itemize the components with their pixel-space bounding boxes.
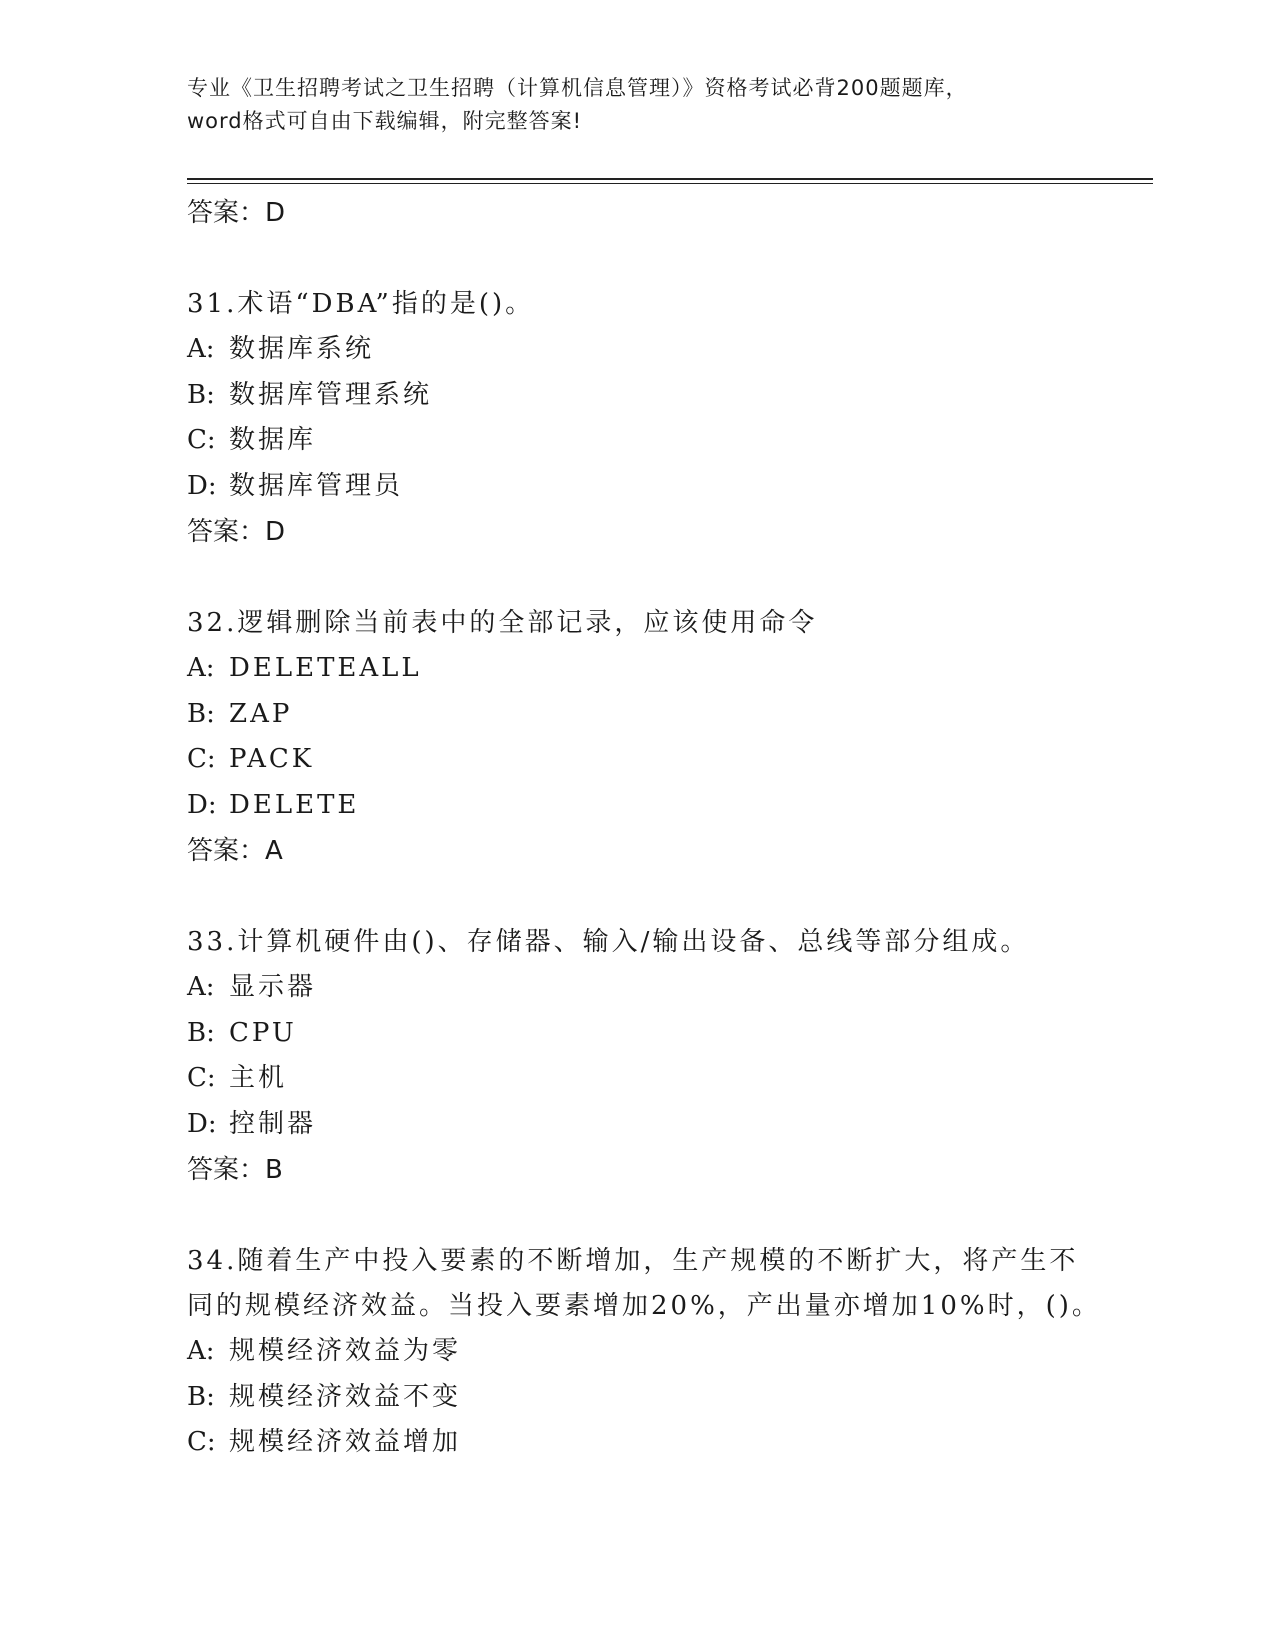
question-line: 34.随着生产中投入要素的不断增加，生产规模的不断扩大，将产生不 <box>187 1246 1079 1276</box>
answer-line: 答案：D <box>187 517 286 547</box>
option-text: 数据库系统 <box>229 334 375 364</box>
header-line-1: 专业《卫生招聘考试之卫生招聘（计算机信息管理）》资格考试必背200题题库， <box>187 76 968 100</box>
option-d <box>187 1102 1087 1148</box>
question-text <box>187 920 1087 965</box>
header-line-2: word格式可自由下载编辑，附完整答案! <box>187 109 583 133</box>
answer-line: 答案：D <box>187 198 286 228</box>
question-line: 33.计算机硬件由()、存储器、输入/输出设备、总线等部分组成。 <box>187 927 1030 957</box>
option-text: 数据库管理系统 <box>229 379 433 410</box>
option-label: A: <box>187 334 215 364</box>
option-a <box>187 327 1087 373</box>
question-text <box>187 601 1087 646</box>
option-text: 显示器 <box>229 972 317 1002</box>
option-label: C: <box>187 744 216 774</box>
option-text: DELETE <box>229 789 360 820</box>
option-text: 数据库 <box>229 425 317 455</box>
option-text: PACK <box>229 744 315 774</box>
option-b <box>187 692 1087 738</box>
option-c <box>187 1420 1087 1466</box>
question-line: 31.术语“DBA”指的是()。 <box>187 289 535 319</box>
document-header <box>187 72 1087 138</box>
option-text: 规模经济效益为零 <box>229 1336 462 1366</box>
option-label: B: <box>187 1381 215 1412</box>
option-label: D: <box>187 789 217 820</box>
question-text <box>187 1239 1101 1329</box>
header-rule-thin <box>187 183 1153 184</box>
option-label: D: <box>187 470 217 501</box>
option-a <box>187 1329 1087 1375</box>
question-text <box>187 282 1087 327</box>
option-label: A: <box>187 972 215 1002</box>
option-b <box>187 373 1087 419</box>
option-b <box>187 1375 1087 1421</box>
option-d <box>187 783 1087 829</box>
option-d <box>187 464 1087 510</box>
option-label: B: <box>187 1017 215 1048</box>
option-label: A: <box>187 653 215 683</box>
question-block <box>187 282 1087 555</box>
option-b <box>187 1011 1087 1057</box>
question-line: 32.逻辑删除当前表中的全部记录，应该使用命令 <box>187 608 818 638</box>
question-line: 同的规模经济效益。当投入要素增加20%，产出量亦增加10%时，()。 <box>187 1291 1101 1321</box>
question-list <box>187 190 1101 1466</box>
question-block <box>187 920 1087 1193</box>
option-text: CPU <box>229 1017 297 1048</box>
option-label: B: <box>187 698 215 729</box>
option-label: A: <box>187 1336 215 1366</box>
option-c <box>187 418 1087 464</box>
option-text: 主机 <box>229 1063 288 1093</box>
answer-line: 答案：B <box>187 1155 283 1185</box>
option-label: D: <box>187 1108 217 1139</box>
question-block <box>187 1239 1101 1466</box>
answer-line: 答案：A <box>187 836 283 866</box>
option-label: B: <box>187 379 215 410</box>
option-a <box>187 646 1087 692</box>
option-label: C: <box>187 1427 216 1457</box>
option-text: 数据库管理员 <box>229 470 404 501</box>
option-text: DELETEALL <box>229 653 422 683</box>
option-text: ZAP <box>229 698 293 729</box>
option-text: 规模经济效益不变 <box>229 1381 462 1412</box>
option-label: C: <box>187 425 216 455</box>
option-a <box>187 965 1087 1011</box>
option-c <box>187 737 1087 783</box>
question-block <box>187 601 1087 874</box>
option-text: 控制器 <box>229 1108 317 1139</box>
option-label: C: <box>187 1063 216 1093</box>
option-c <box>187 1056 1087 1102</box>
header-rule-thick <box>187 178 1153 180</box>
option-text: 规模经济效益增加 <box>229 1427 462 1457</box>
